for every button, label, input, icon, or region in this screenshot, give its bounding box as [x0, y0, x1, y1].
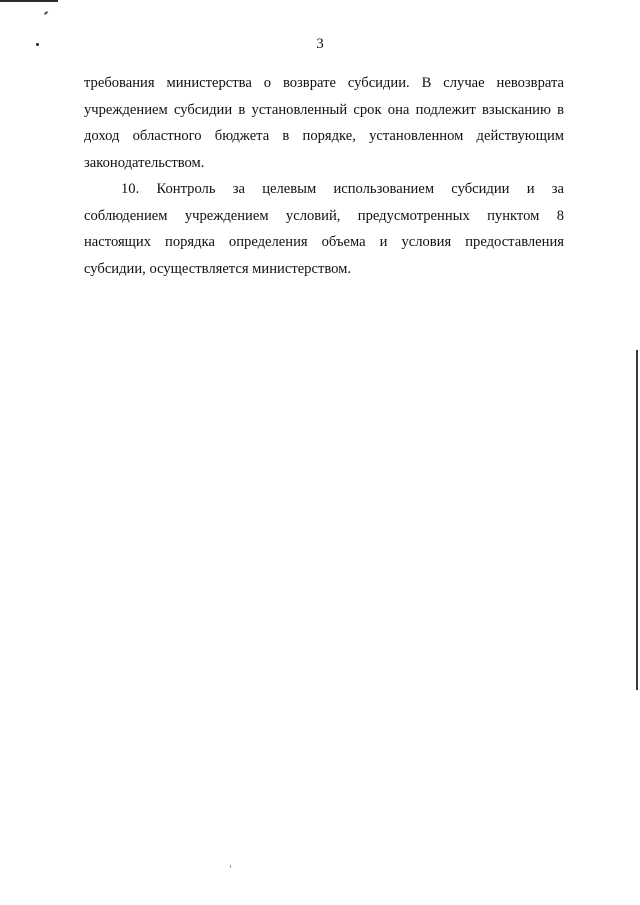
text-line: требования министерства о возврате субсидии. В случае невозврата — [84, 75, 564, 91]
text-line: законодательством. — [84, 154, 205, 171]
text-line: учреждением субсидии в установленный срок она подлежит взысканию в — [84, 101, 564, 118]
text-line: настоящих порядка определения объема и условия предоставления — [84, 234, 564, 250]
document-body — [84, 70, 564, 282]
text-line: доход областного бюджета в порядке, установленном действующим — [84, 128, 564, 144]
scan-artifact — [0, 0, 58, 2]
text-line: субсидии, осуществляется министерством. — [84, 260, 352, 277]
page-number: 3 — [316, 36, 324, 52]
scan-artifact — [230, 865, 231, 868]
text-line: 10. Контроль за целевым использованием субсидии и за — [121, 181, 564, 197]
paragraph — [84, 70, 564, 176]
scan-artifact — [44, 11, 48, 15]
text-line: соблюдением учреждением условий, предусмотренных пунктом 8 — [84, 207, 564, 224]
paragraph — [84, 176, 564, 282]
scan-artifact — [636, 350, 638, 690]
